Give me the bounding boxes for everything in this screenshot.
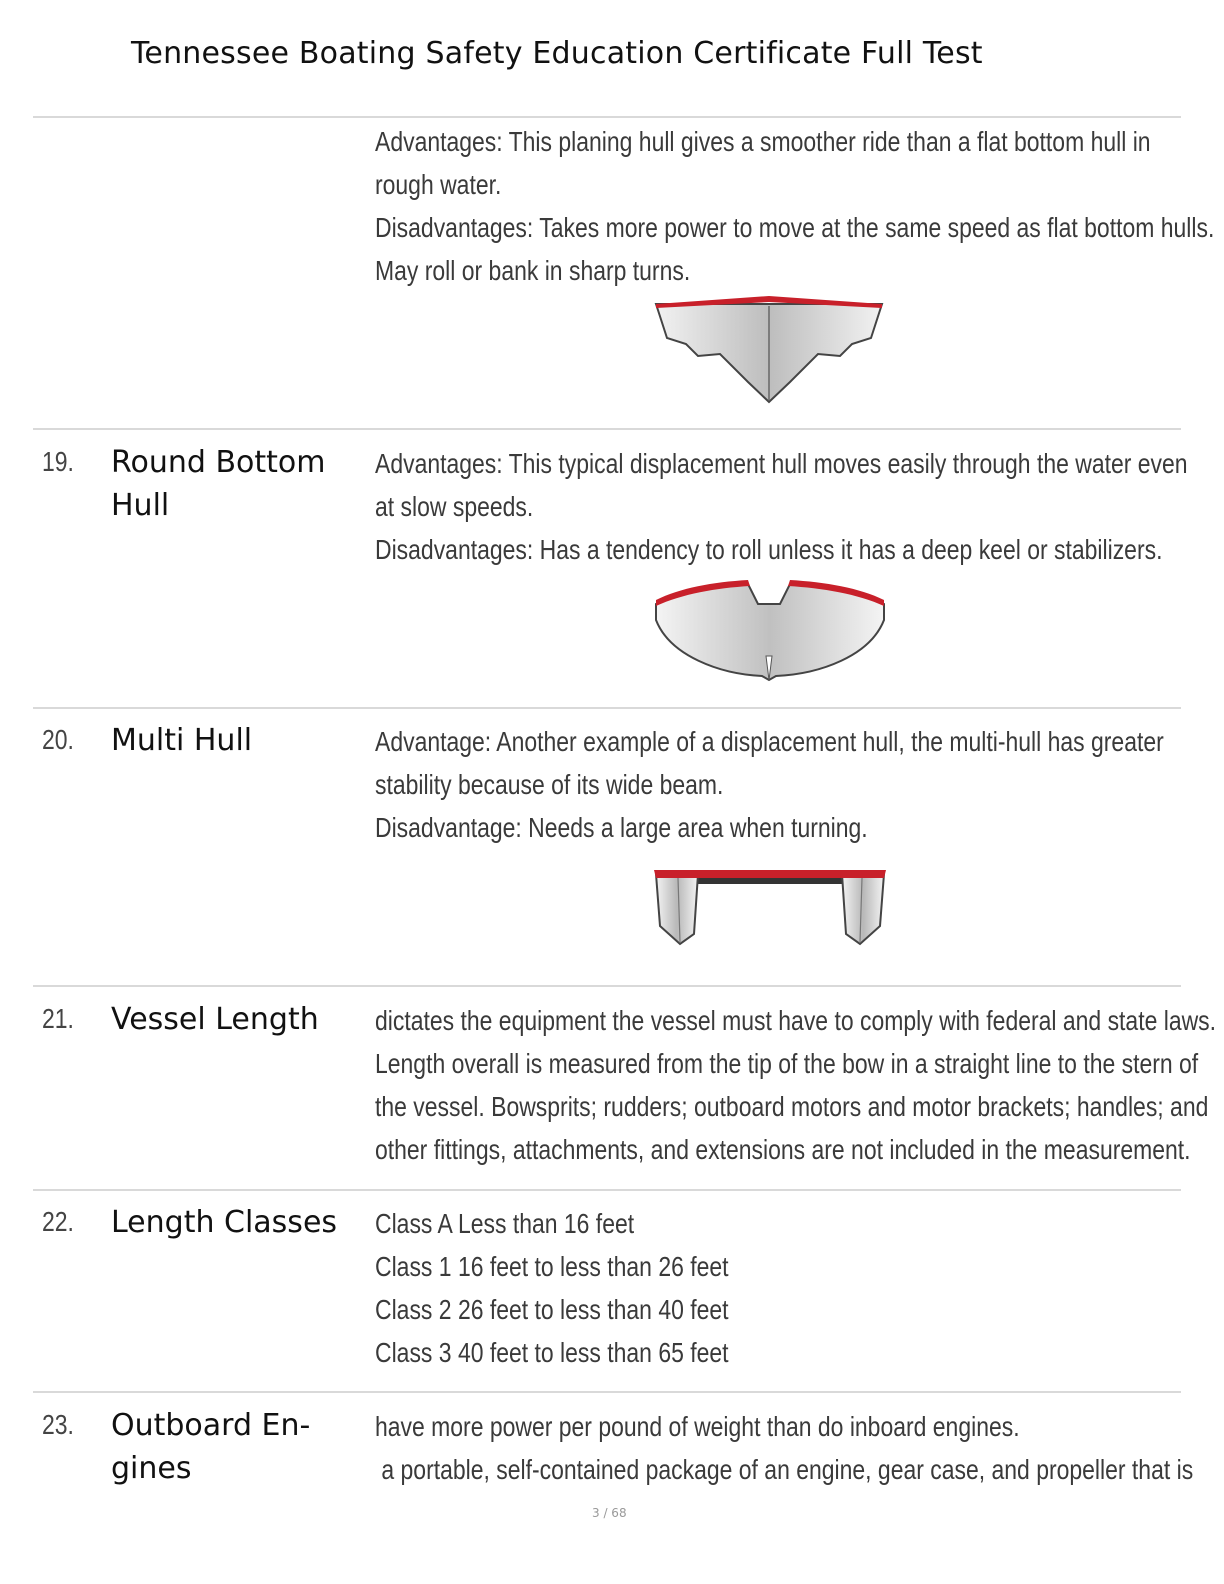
entry-description (375, 999, 1217, 1171)
description-line: May roll or bank in sharp turns. (375, 255, 691, 286)
divider (33, 1189, 1181, 1191)
entry-term (111, 441, 341, 527)
divider (33, 707, 1181, 709)
entry-number: 23. (42, 1409, 74, 1440)
page-number: 3 / 68 (592, 1506, 627, 1520)
term-text: Multi Hull (111, 723, 253, 758)
divider (33, 428, 1181, 430)
description-line: rough water. (375, 169, 502, 200)
entry-number: 20. (42, 724, 74, 755)
term-text: Round Bottom Hull (111, 445, 326, 523)
description-line: the vessel. Bowsprits; rudders; outboard motors and motor brackets; handles; and (375, 1091, 1209, 1122)
description-line: have more power per pound of weight than do inboard engines. (375, 1411, 1020, 1442)
description-line: a portable, self-contained package of an engine, gear case, and propeller that is (375, 1454, 1194, 1485)
page-title: Tennessee Boating Safety Education Certificate Full Test (131, 36, 983, 71)
entry-description (375, 720, 1162, 849)
term-text: Vessel Length (111, 1002, 319, 1037)
description-line: Advantages: This planing hull gives a smoother ride than a flat bottom hull in (375, 126, 1151, 157)
description-line: Class 2 26 feet to less than 40 feet (375, 1294, 729, 1325)
entry-description (375, 1202, 1162, 1374)
description-line: stability because of its wide beam. (375, 769, 724, 800)
description-line: Class A Less than 16 feet (375, 1208, 635, 1239)
description-line: Disadvantage: Needs a large area when turning. (375, 812, 868, 843)
entry-number: 19. (42, 446, 74, 477)
description-line: dictates the equipment the vessel must have to comply with federal and state laws. (375, 1005, 1217, 1036)
divider (33, 116, 1181, 118)
entry-term (111, 998, 351, 1041)
modified-v-hull-icon (650, 292, 890, 407)
entry-term (111, 1201, 371, 1244)
entry-number: 21. (42, 1003, 74, 1034)
term-text: Length Classes (111, 1205, 338, 1240)
description-line: at slow speeds. (375, 491, 534, 522)
divider (33, 1391, 1181, 1393)
entry-term (111, 1404, 326, 1490)
description-line: Disadvantages: Has a tendency to roll unless it has a deep keel or stabilizers. (375, 534, 1163, 565)
description-line: Length overall is measured from the tip of the bow in a straight line to the stern of (375, 1048, 1199, 1079)
entry-description (375, 120, 1215, 292)
entry-description (375, 442, 1188, 571)
description-line: other fittings, attachments, and extensions are not included in the measurement. (375, 1134, 1191, 1165)
description-line: Advantages: This typical displacement hull moves easily through the water even (375, 448, 1188, 479)
divider (33, 985, 1181, 987)
entry-description (375, 1405, 1194, 1491)
entry-term (111, 719, 351, 762)
entry-number: 22. (42, 1206, 74, 1237)
description-line: Class 1 16 feet to less than 26 feet (375, 1251, 729, 1282)
term-text: Outboard En-gines (111, 1408, 311, 1486)
description-line: Advantage: Another example of a displacement hull, the multi-hull has greater (375, 726, 1164, 757)
round-bottom-hull-icon (650, 576, 890, 684)
description-line: Class 3 40 feet to less than 65 feet (375, 1337, 729, 1368)
multi-hull-icon (648, 864, 892, 950)
description-line: Disadvantages: Takes more power to move at the same speed as flat bottom hulls. (375, 212, 1215, 243)
